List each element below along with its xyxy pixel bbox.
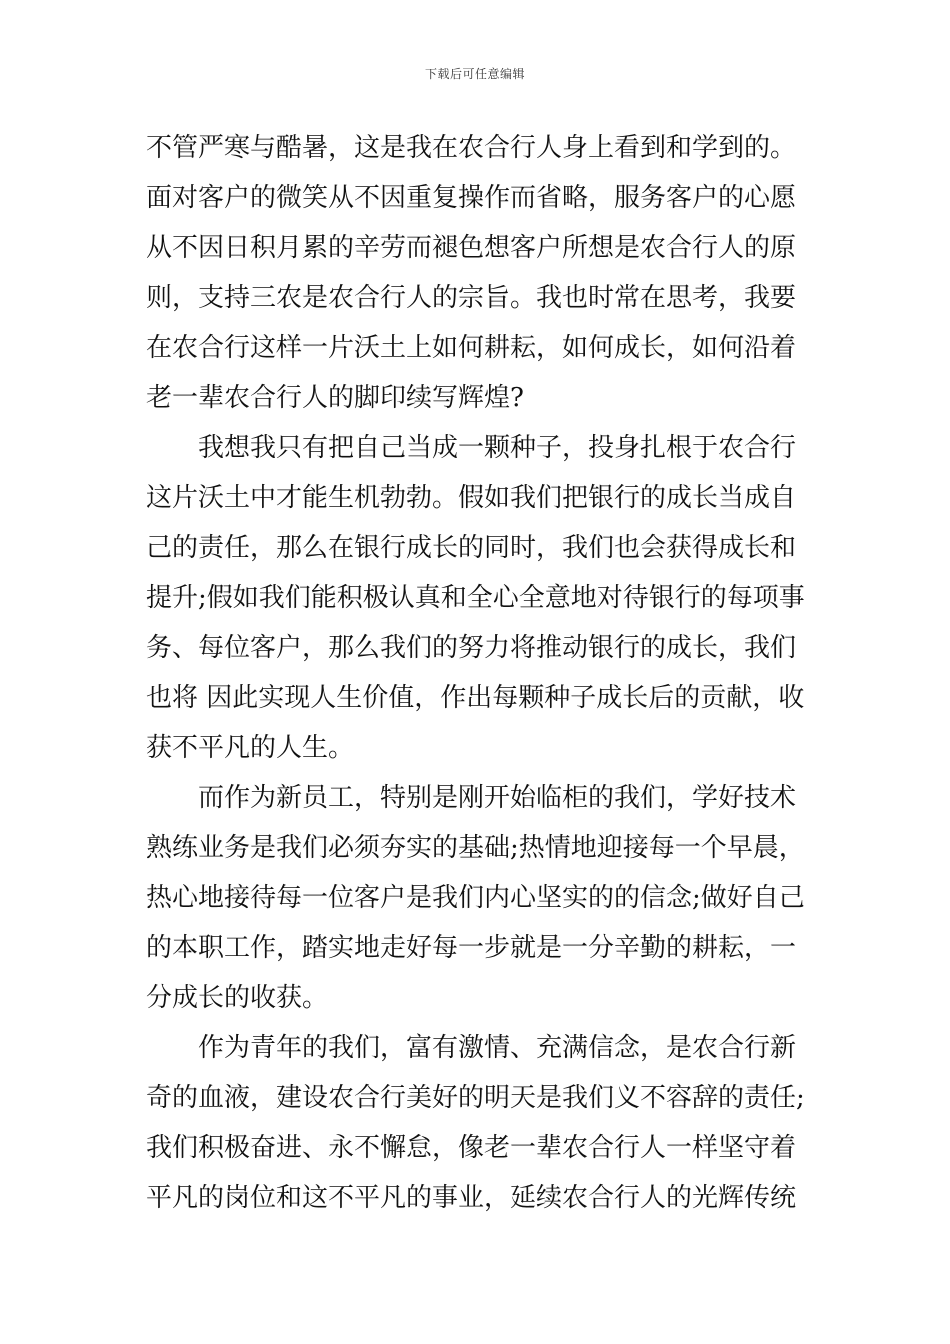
text-line: 获不平凡的人生。 <box>146 733 355 763</box>
text-line: 奇的血液，建设农合行美好的明天是我们义不容辞的责任; <box>146 1083 805 1113</box>
text-line: 热心地接待每一位客户是我们内心坚实的的信念;做好自己 <box>146 883 805 913</box>
page-header: 下载后可任意编辑 <box>424 67 525 81</box>
text-line: 熟练业务是我们必须夯实的基础;热情地迎接每一个早晨， <box>146 833 805 863</box>
text-line: 提升;假如我们能积极认真和全心全意地对待银行的每项事 <box>146 583 805 613</box>
text-line: 分成长的收获。 <box>146 983 329 1013</box>
text-line: 老一辈农合行人的脚印续写辉煌? <box>146 383 524 413</box>
text-line: 面对客户的微笑从不因重复操作而省略，服务客户的心愿 <box>146 183 797 213</box>
text-line: 的本职工作，踏实地走好每一步就是一分辛勤的耕耘，一 <box>146 933 797 963</box>
text-line: 己的责任，那么在银行成长的同时，我们也会获得成长和 <box>146 533 797 563</box>
paragraph-first-line: 而作为新员工，特别是刚开始临柜的我们，学好技术 <box>198 783 797 813</box>
text-line: 从不因日积月累的辛劳而褪色想客户所想是农合行人的原 <box>146 233 797 263</box>
paragraph-first-line: 作为青年的我们，富有激情、充满信念，是农合行新 <box>198 1033 797 1063</box>
text-line: 我们积极奋进、永不懈怠，像老一辈农合行人一样坚守着 <box>146 1133 797 1163</box>
text-line: 在农合行这样一片沃土上如何耕耘，如何成长，如何沿着 <box>146 333 797 363</box>
text-line: 不管严寒与酷暑，这是我在农合行人身上看到和学到的。 <box>146 133 797 163</box>
text-line: 平凡的岗位和这不平凡的事业，延续农合行人的光辉传统 <box>146 1183 797 1213</box>
text-line: 则，支持三农是农合行人的宗旨。我也时常在思考，我要 <box>146 283 797 313</box>
text-line: 务、每位客户，那么我们的努力将推动银行的成长，我们 <box>146 633 797 663</box>
text-line: 也将 因此实现人生价值，作出每颗种子成长后的贡献，收 <box>146 683 805 713</box>
text-line: 这片沃土中才能生机勃勃。假如我们把银行的成长当成自 <box>146 483 797 513</box>
paragraph-first-line: 我想我只有把自己当成一颗种子，投身扎根于农合行 <box>198 433 797 463</box>
